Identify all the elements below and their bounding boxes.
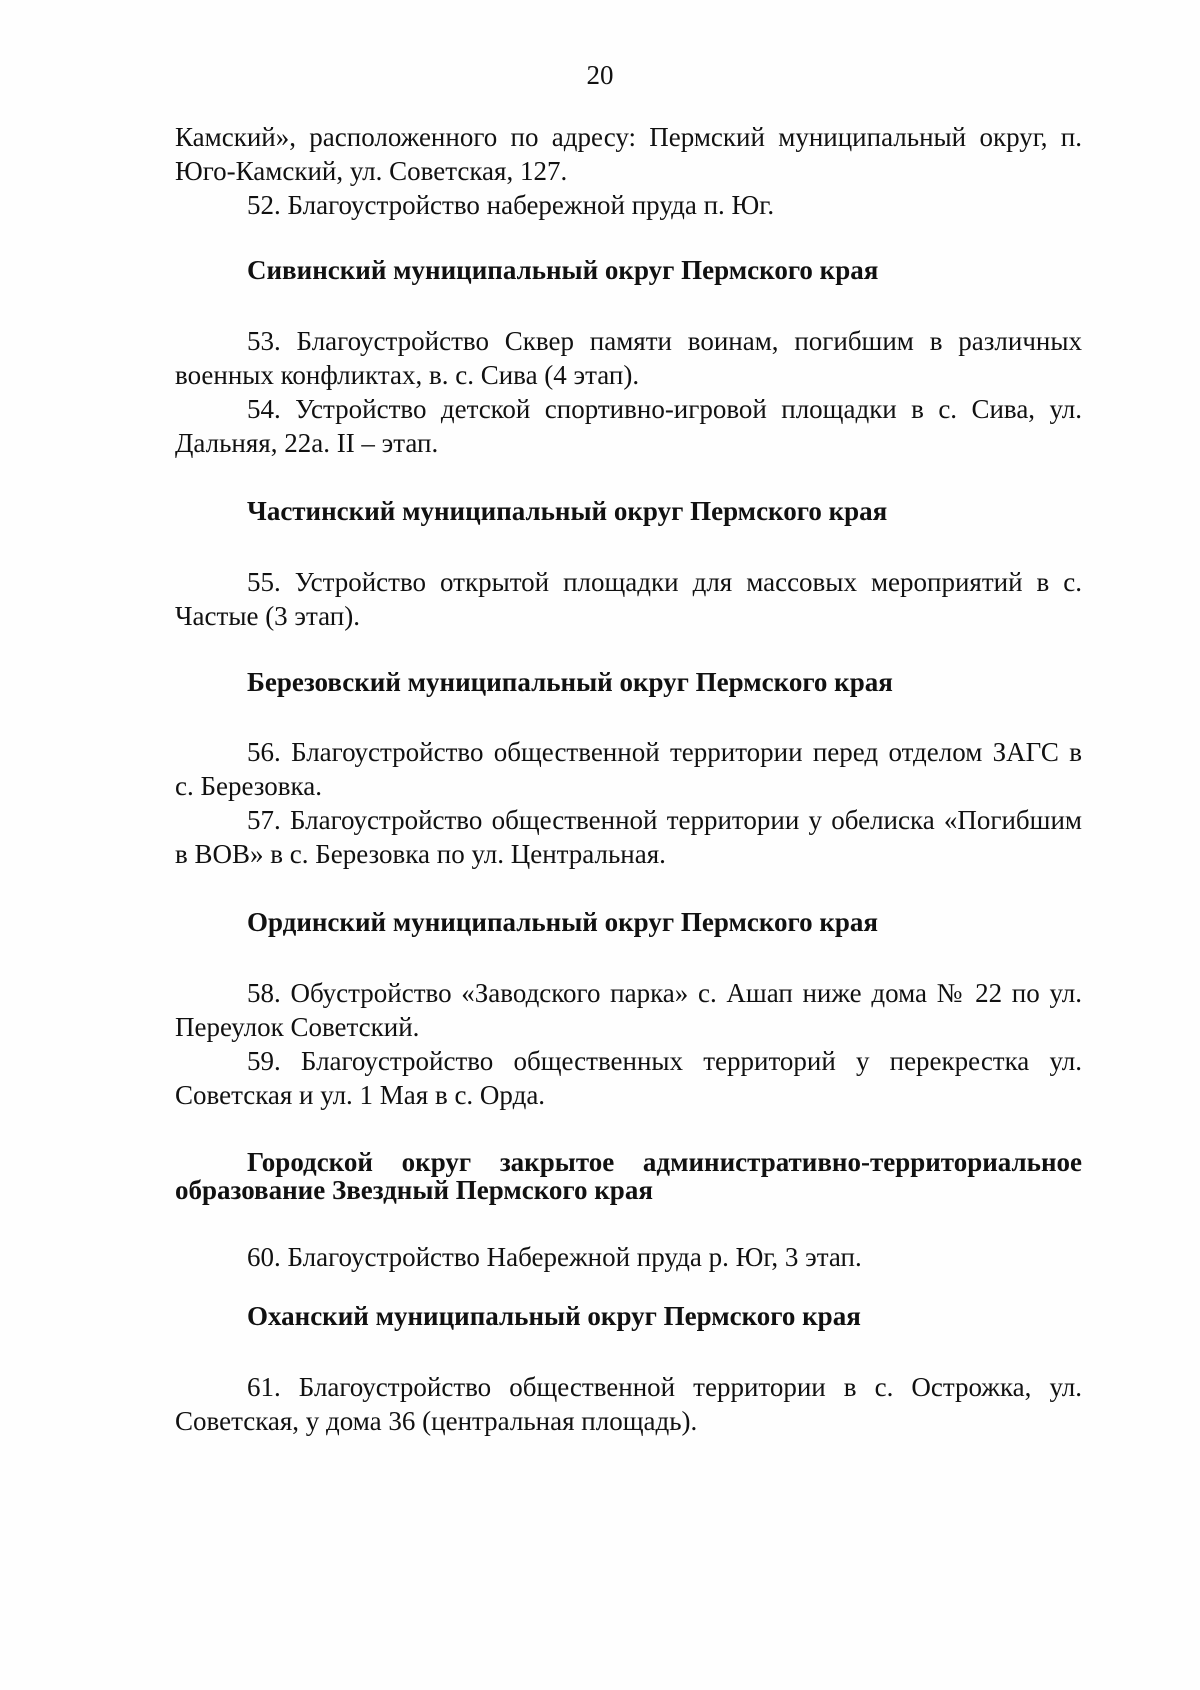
page-number: 20 bbox=[586, 60, 614, 90]
section-items-zvezdny bbox=[175, 1240, 1082, 1274]
intro-block bbox=[175, 120, 1082, 222]
list-item-61: 61. Благоустройство общественной территории в с. Острожка, ул. Советская, у дома 36 (центральная площадь). bbox=[175, 1372, 1082, 1436]
list-item-55: 55. Устройство открытой площадки для массовых мероприятий в с. Частые (3 этап). bbox=[175, 567, 1082, 631]
section-items-chastinsky bbox=[175, 565, 1082, 633]
section-heading-berezovsky: Березовский муниципальный округ Пермского края bbox=[247, 667, 893, 697]
section-heading-ordinsky: Ординский муниципальный округ Пермского края bbox=[247, 907, 879, 937]
list-item-59: 59. Благоустройство общественных территорий у перекрестка ул. Советская и ул. 1 Мая в с. Орда. bbox=[175, 1046, 1082, 1110]
section-heading-okhansky: Оханский муниципальный округ Пермского края bbox=[247, 1301, 861, 1331]
list-item-57: 57. Благоустройство общественной территории у обелиска «Погибшим в ВОВ» в с. Березовка по ул. Центральная. bbox=[175, 805, 1082, 869]
section-heading-chastinsky: Частинский муниципальный округ Пермского края bbox=[247, 496, 888, 526]
section-heading-zvezdny: Городской округ закрытое административно-территориальное образование Звездный Пермского края bbox=[175, 1147, 1082, 1205]
list-item-52: 52. Благоустройство набережной пруда п. Юг. bbox=[247, 190, 775, 220]
section-items-ordinsky bbox=[175, 976, 1082, 1112]
list-item-54: 54. Устройство детской спортивно-игровой площадки в с. Сива, ул. Дальняя, 22а. II – этап. bbox=[175, 394, 1082, 458]
paragraph-continuation: Камский», расположенного по адресу: Пермский муниципальный округ, п. Юго-Камский, ул. Советская, 127. bbox=[175, 122, 1082, 186]
list-item-53: 53. Благоустройство Сквер памяти воинам, погибшим в различных военных конфликтах, в. с. Сива (4 этап). bbox=[175, 326, 1082, 390]
section-items-berezovsky bbox=[175, 735, 1082, 871]
section-items-sivinsky bbox=[175, 324, 1082, 460]
section-items-okhansky bbox=[175, 1370, 1082, 1438]
section-heading-sivinsky: Сивинский муниципальный округ Пермского края bbox=[247, 255, 879, 285]
list-item-58: 58. Обустройство «Заводского парка» с. Ашап ниже дома № 22 по ул. Переулок Советский. bbox=[175, 978, 1082, 1042]
list-item-60: 60. Благоустройство Набережной пруда р. Юг, 3 этап. bbox=[247, 1242, 862, 1272]
list-item-56: 56. Благоустройство общественной территории перед отделом ЗАГС в с. Березовка. bbox=[175, 737, 1082, 801]
